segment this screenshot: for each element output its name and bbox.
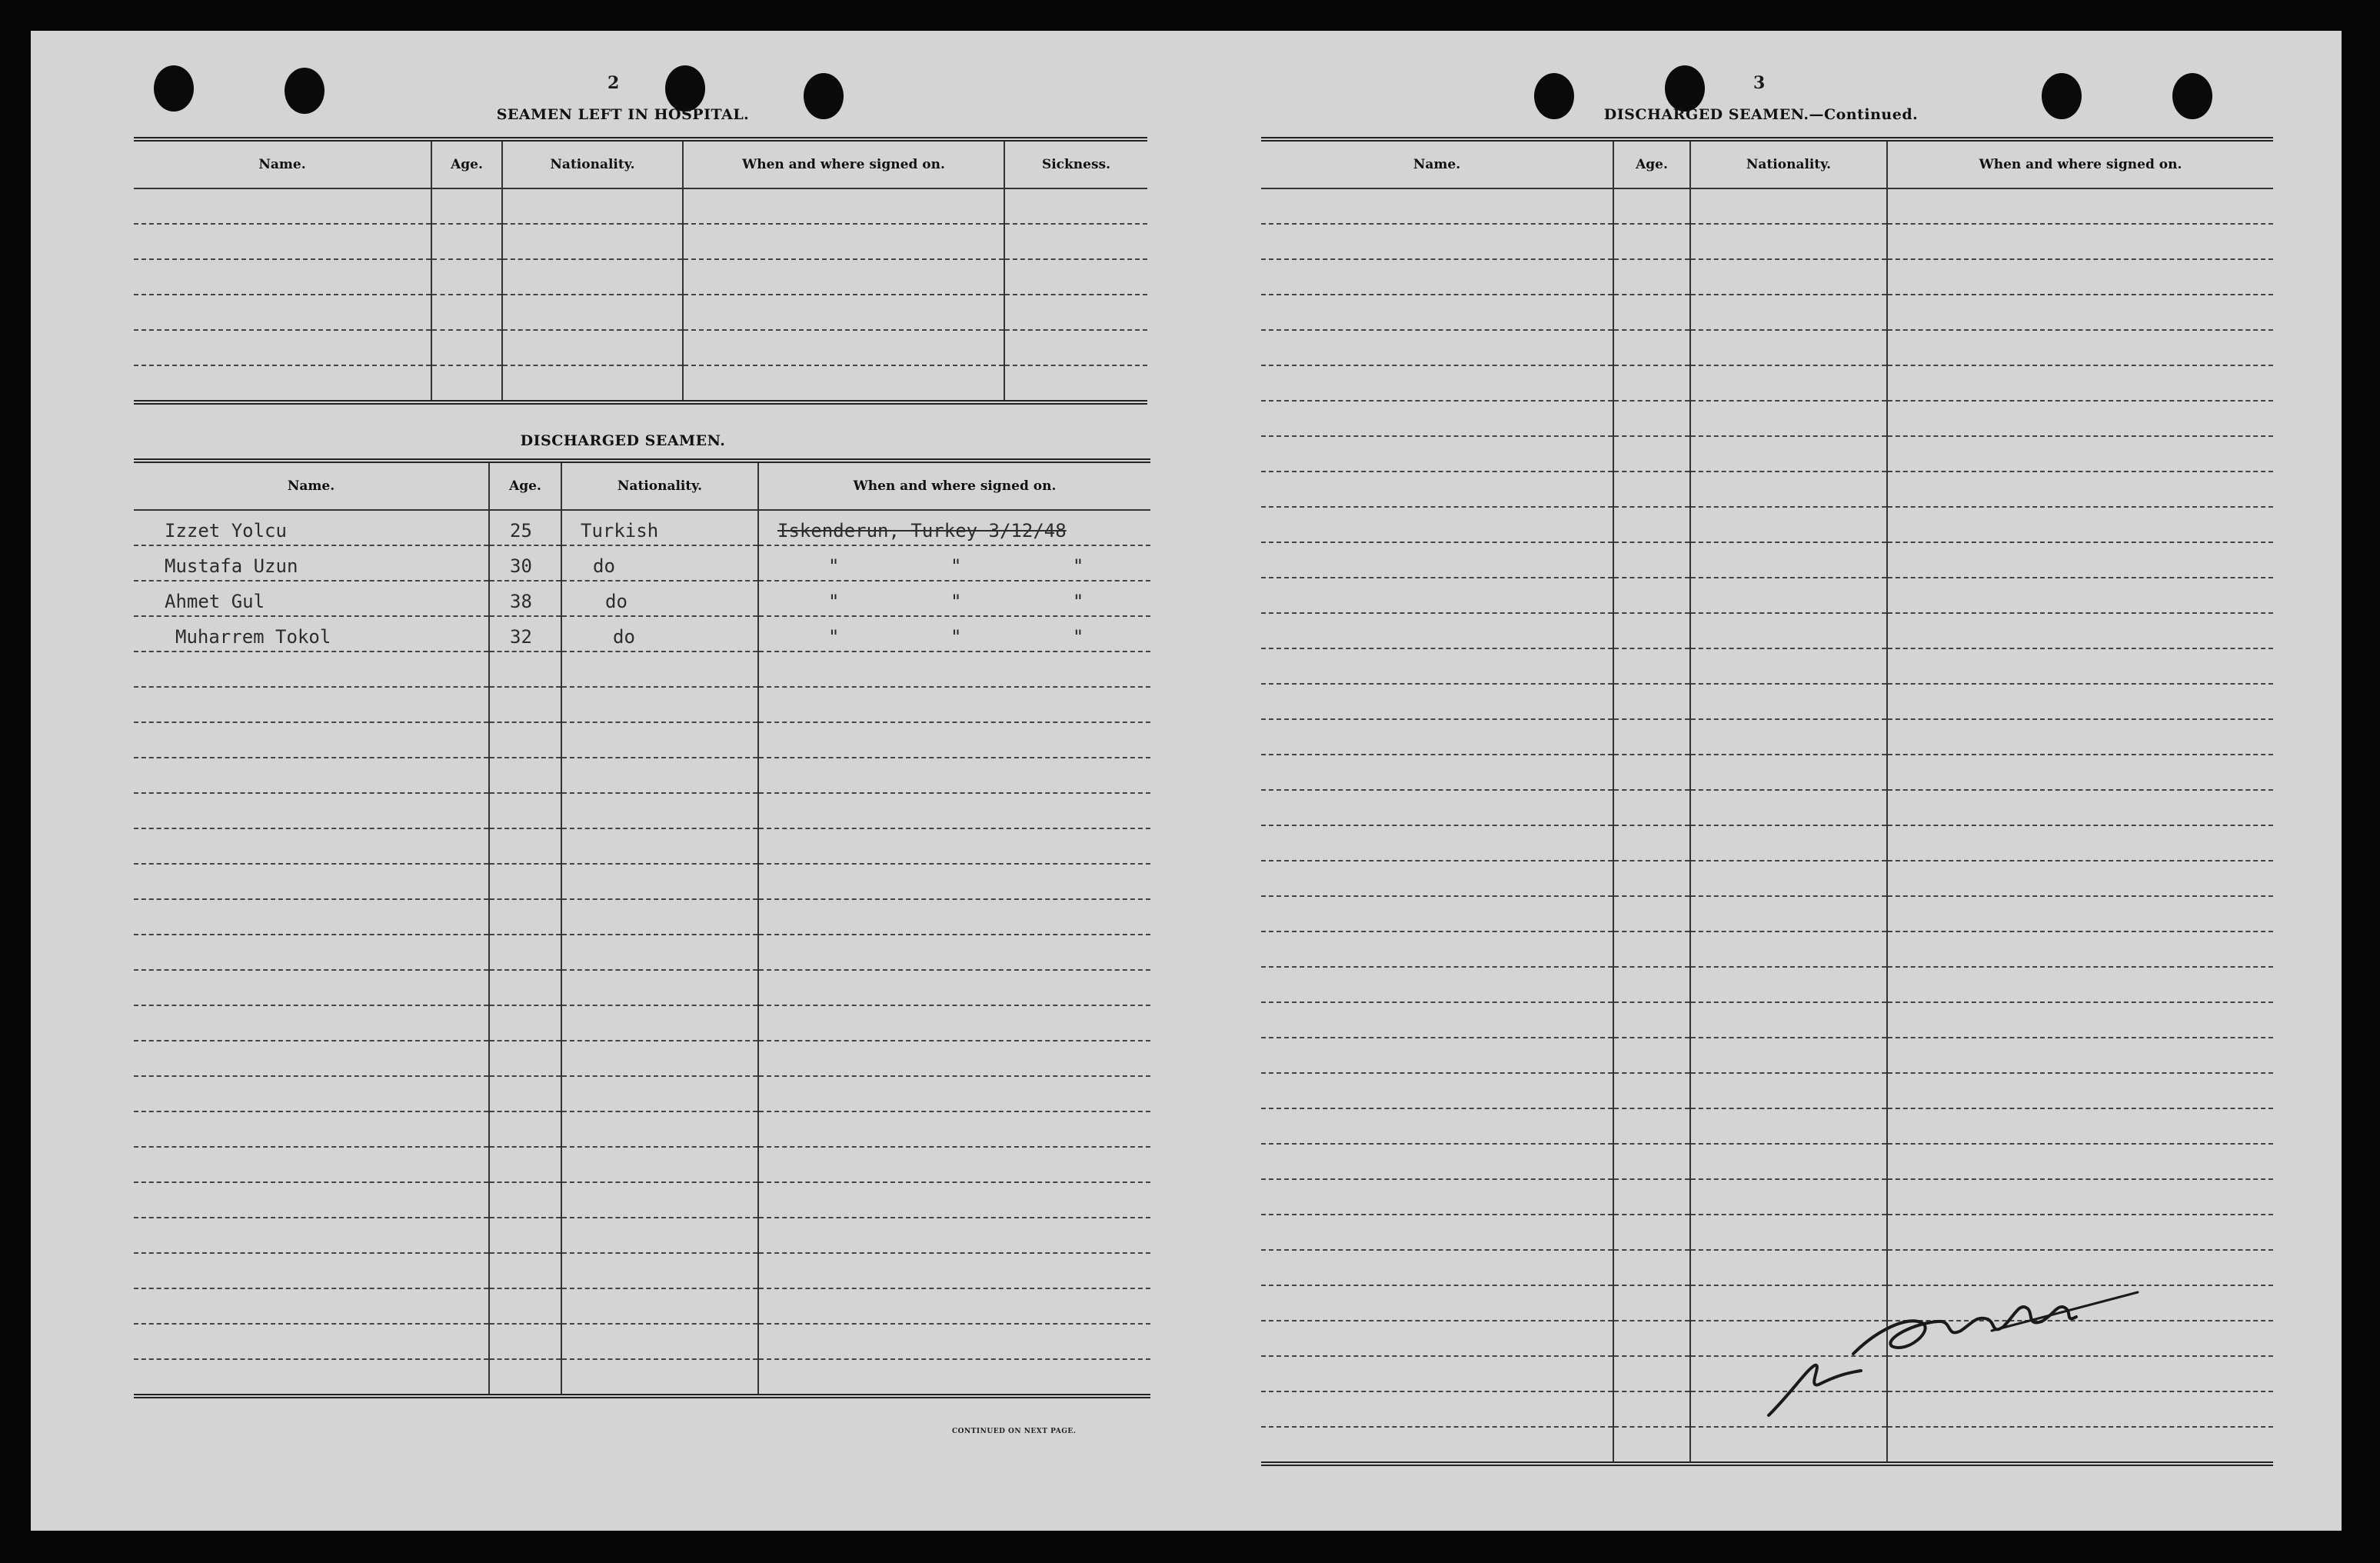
table-row [134,793,1150,828]
table-row [1261,188,2273,224]
table-row [1261,259,2273,295]
table-row [1261,684,2273,719]
punch-hole [665,65,705,112]
table-row [134,1253,1150,1288]
table-row [134,330,1147,365]
table-row [1261,790,2273,825]
table-row [1261,295,2273,330]
seaman-name: Ahmet Gul [165,591,265,612]
column-header-name: Name. [1261,139,1613,188]
column-header-name: Name. [134,139,431,188]
page-number: 2 [607,73,620,93]
punch-hole [285,68,325,114]
handwritten-signature [1761,1231,2145,1431]
seaman-signed-on: " " " [828,591,1084,612]
table-row [134,365,1147,402]
table-row [134,970,1150,1005]
table-row [134,1359,1150,1396]
table-row [1261,1038,2273,1073]
table-row [134,687,1150,722]
table-row [134,652,1150,687]
seaman-signed-on: Iskenderun, Turkey 3/12/48 [777,520,1067,542]
document-sheet [31,31,2342,1531]
column-header-age: Age. [1613,139,1690,188]
table-row [1261,1427,2273,1464]
table-row [134,295,1147,330]
table-row [1261,507,2273,542]
table-row [134,935,1150,970]
seaman-nationality: do [605,591,627,612]
table-row [1261,578,2273,613]
table-row [1261,365,2273,401]
table-row [1261,719,2273,755]
column-header-signed-on: When and where signed on. [683,139,1004,188]
table-row [134,758,1150,793]
table-row [134,1147,1150,1182]
column-header-nationality: Nationality. [502,139,683,188]
table-row [134,828,1150,864]
table-row [134,259,1147,295]
table-row [134,899,1150,935]
table-row [1261,896,2273,931]
table-row [1261,1179,2273,1215]
column-header-nationality: Nationality. [1690,139,1887,188]
table-row [1261,1108,2273,1144]
table-row [1261,1144,2273,1179]
seaman-age: 25 [510,520,532,542]
table-row [1261,755,2273,790]
table-row [134,864,1150,899]
page-number: 3 [1753,73,1766,93]
table-row [1261,967,2273,1002]
column-header-signed-on: When and where signed on. [758,461,1150,510]
table-row [134,581,1150,616]
seaman-signed-on: " " " [828,626,1084,648]
table-row [1261,931,2273,967]
column-header-sickness: Sickness. [1004,139,1147,188]
punch-hole [1534,73,1574,119]
punch-hole [154,65,194,112]
table-row [1261,542,2273,578]
table-row [1261,648,2273,684]
table-row [134,1182,1150,1218]
seaman-name: Izzet Yolcu [165,520,287,542]
table-row [134,1324,1150,1359]
table-row [1261,1002,2273,1038]
punch-hole [804,73,844,119]
seaman-nationality: Turkish [581,520,659,542]
table-row [134,510,1150,545]
table-row [134,1288,1150,1324]
column-header-nationality: Nationality. [561,461,758,510]
table-row [1261,861,2273,896]
table-row [134,1111,1150,1147]
table-row [134,722,1150,758]
table-row [1261,401,2273,436]
table-row [1261,224,2273,259]
column-header-age: Age. [489,461,561,510]
table-row [1261,613,2273,648]
discharged-continued-heading: DISCHARGED SEAMEN.—Continued. [1603,106,1919,123]
punch-hole [1665,65,1705,112]
hospital-heading: SEAMEN LEFT IN HOSPITAL. [496,106,750,123]
table-row [1261,825,2273,861]
discharged-table [134,458,1150,1398]
seaman-age: 32 [510,626,532,648]
table-row [134,616,1150,652]
punch-hole [2042,73,2082,119]
column-header-name: Name. [134,461,489,510]
table-row [134,1218,1150,1253]
table-row [1261,472,2273,507]
seaman-name: Muharrem Tokol [175,626,331,648]
table-row [134,545,1150,581]
table-row [1261,1073,2273,1108]
column-header-age: Age. [431,139,502,188]
column-header-signed-on: When and where signed on. [1887,139,2273,188]
seaman-name: Mustafa Uzun [165,555,298,577]
table-row [134,224,1147,259]
table-row [134,1041,1150,1076]
seaman-nationality: do [593,555,615,577]
seaman-nationality: do [613,626,635,648]
hospital-table [134,137,1147,405]
table-row [1261,330,2273,365]
table-row [134,188,1147,224]
punch-hole [2172,73,2212,119]
table-row [134,1005,1150,1041]
table-row [134,1076,1150,1111]
continued-note: CONTINUED ON NEXT PAGE. [952,1428,1077,1435]
seaman-age: 30 [510,555,532,577]
seaman-age: 38 [510,591,532,612]
discharged-heading: DISCHARGED SEAMEN. [520,432,726,449]
table-row [1261,436,2273,472]
seaman-signed-on: " " " [828,555,1084,577]
